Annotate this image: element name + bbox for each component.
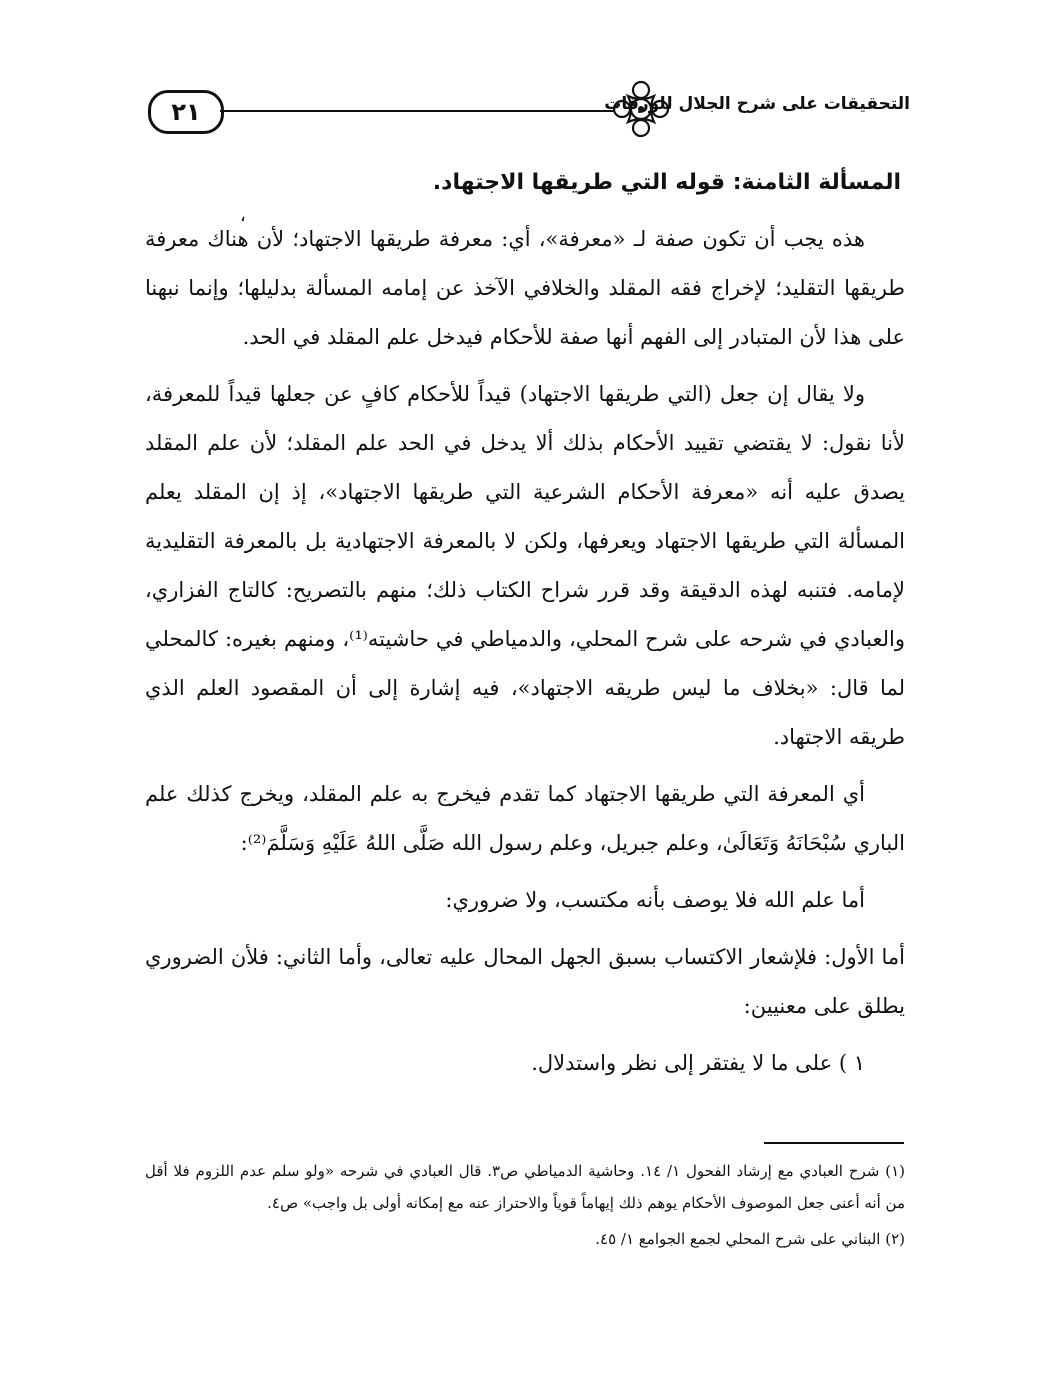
paragraph: أما علم الله فلا يوصف بأنه مكتسب، ولا ضروري: [445,888,865,912]
main-content [145,170,905,1096]
paragraph: أي المعرفة التي طريقها الاجتهاد كما تقدم فيخرج به علم المقلد، ويخرج كذلك علم الباري سُبْحَانَهُ وَتَعَالَىٰ، وعلم جبريل، وعلم رسول الله صَلَّى اللهُ عَلَيْهِ وَسَلَّمَ⁽²⁾: [145,782,905,855]
page-number: ٢١ [148,90,224,134]
paragraph: هذه يجب أن تكون صفة لـ «معرفة»، أي: معرفة طريقها الاجتهاد؛ لأن هناك معرفة طريقها التقليد؛ لإخراج فقه المقلد والخلافي الآخذ عن إمامه المسألة بدليلها؛ وإنما نبهنا على هذا لأن المتبادر إلى الفهم أنها صفة للأحكام فيدخل علم المقلد في الحد. [145,227,905,349]
paragraph: ١ ) على ما لا يفتقر إلى نظر واستدلال. [531,1051,865,1075]
header-rule [220,110,615,112]
footnote: (٢) البناني على شرح المحلي لجمع الجوامع ١/ ٤٥. [595,1230,905,1248]
paragraph: أما الأول: فلإشعار الاكتساب بسبق الجهل المحال عليه تعالى، وأما الثاني: فلأن الضروري يطلق على معنيين: [145,945,905,1018]
page-header [140,70,910,140]
footnote-rule [764,1142,904,1144]
running-title: التحقيقات على شرح الجلال للورقات [604,94,910,114]
stray-mark: ، [240,205,246,226]
footnote: (١) شرح العبادي مع إرشاد الفحول ١/ ١٤. وحاشية الدمياطي ص٣. قال العبادي في شرحه «ولو سلم عدم اللزوم فلا أقل من أنه أعنى جعل الموصوف الأحكام يوهم ذلك إيهاماً قوياً والاحتراز عنه مع إمكانه أولى بل واجب» ص٤. [145,1162,905,1212]
footnotes [145,1155,905,1259]
paragraph: ولا يقال إن جعل (التي طريقها الاجتهاد) قيداً للأحكام كافٍ عن جعلها قيداً للمعرفة، لأنا نقول: لا يقتضي تقييد الأحكام بذلك ألا يدخل في الحد علم المقلد؛ لأن علم المقلد يصدق عليه أنه «معرفة الأحكام الشرعية التي طريقها الاجتهاد»، إذ إن المقلد يعلم المسألة التي طريقها الاجتهاد ويعرفها، ولكن لا بالمعرفة الاجتهادية بل بالمعرفة التقليدية لإمامه. فتنبه لهذه الدقيقة وقد قرر شراح الكتاب ذلك؛ منهم بالتصريح: كالتاج الفزاري، والعبادي في شرحه على شرح المحلي، والدمياطي في حاشيته⁽¹⁾، ومنهم بغيره: كالمحلي لما قال: «بخلاف ما ليس طريقه الاجتهاد»، فيه إشارة إلى أن المقصود العلم الذي طريقه الاجتهاد. [145,382,905,749]
section-title: المسألة الثامنة: قوله التي طريقها الاجتهاد. [432,170,901,195]
